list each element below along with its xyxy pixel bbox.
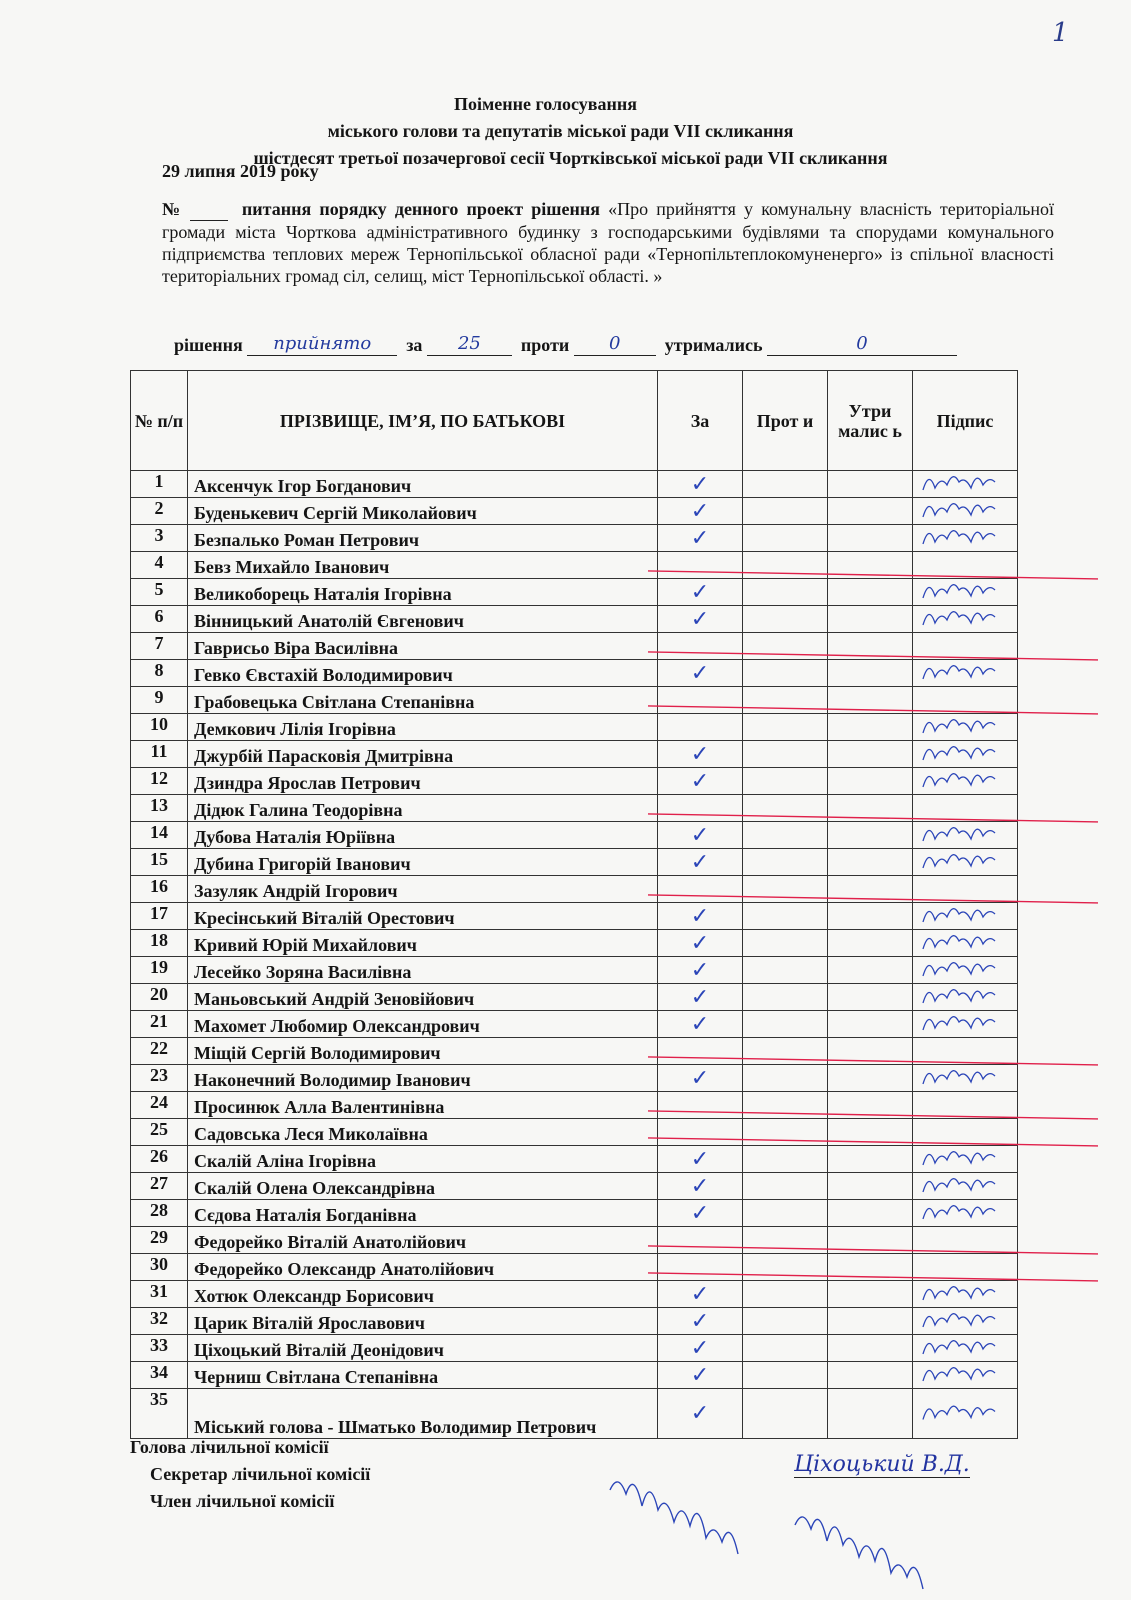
vote-against-cell bbox=[743, 876, 828, 903]
page-number: 1 bbox=[1052, 18, 1069, 48]
row-number: 25 bbox=[131, 1119, 188, 1146]
for-label: за bbox=[406, 335, 423, 355]
deputy-name: Демкович Лілія Ігорівна bbox=[188, 714, 658, 741]
vote-against-cell bbox=[743, 849, 828, 876]
deputy-name: Махомет Любомир Олександрович bbox=[188, 1011, 658, 1038]
signature-cell bbox=[913, 633, 1018, 660]
member-label: Член лічильної комісії bbox=[150, 1491, 335, 1511]
deputy-name: Буденькевич Сергій Миколайович bbox=[188, 498, 658, 525]
vote-against-cell bbox=[743, 822, 828, 849]
deputy-name: Федорейко Віталій Анатолійович bbox=[188, 1227, 658, 1254]
table-row bbox=[131, 984, 1018, 1011]
vote-abstain-cell bbox=[828, 849, 913, 876]
vote-for-cell: ✓ bbox=[658, 1065, 743, 1092]
deputy-name: Джурбій Парасковія Дмитрівна bbox=[188, 741, 658, 768]
deputy-name: Лесейко Зоряна Василівна bbox=[188, 957, 658, 984]
table-row bbox=[131, 849, 1018, 876]
row-number: 22 bbox=[131, 1038, 188, 1065]
deputy-name: Міщій Сергій Володимирович bbox=[188, 1038, 658, 1065]
row-number: 10 bbox=[131, 714, 188, 741]
deputy-name: Ціхоцький Віталій Деонідович bbox=[188, 1335, 658, 1362]
table-row bbox=[131, 633, 1018, 660]
row-number: 21 bbox=[131, 1011, 188, 1038]
signature-cell bbox=[913, 741, 1018, 768]
question-number-label: № bbox=[162, 199, 184, 219]
vote-abstain-cell bbox=[828, 687, 913, 714]
vote-against-cell bbox=[743, 525, 828, 552]
table-row bbox=[131, 660, 1018, 687]
col-name-header: ПРІЗВИЩЕ, ІМ’Я, ПО БАТЬКОВІ bbox=[188, 371, 658, 471]
row-number: 2 bbox=[131, 498, 188, 525]
table-row bbox=[131, 1200, 1018, 1227]
signature-cell bbox=[913, 714, 1018, 741]
vote-for-cell: ✓ bbox=[658, 1146, 743, 1173]
table-row bbox=[131, 1038, 1018, 1065]
signature-cell bbox=[913, 876, 1018, 903]
vote-abstain-cell bbox=[828, 957, 913, 984]
vote-abstain-cell bbox=[828, 1200, 913, 1227]
vote-table bbox=[130, 370, 1018, 1439]
vote-against-cell bbox=[743, 1281, 828, 1308]
commission-signature bbox=[610, 1482, 738, 1554]
deputy-name: Кривий Юрій Михайлович bbox=[188, 930, 658, 957]
table-row bbox=[131, 768, 1018, 795]
table-row bbox=[131, 498, 1018, 525]
vote-against-cell bbox=[743, 984, 828, 1011]
vote-abstain-cell bbox=[828, 1308, 913, 1335]
decision-label: рішення bbox=[174, 335, 243, 355]
vote-against-cell bbox=[743, 633, 828, 660]
vote-against-cell bbox=[743, 498, 828, 525]
table-row bbox=[131, 714, 1018, 741]
table-row bbox=[131, 1119, 1018, 1146]
deputy-name: Садовська Леся Миколаївна bbox=[188, 1119, 658, 1146]
vote-abstain-cell bbox=[828, 606, 913, 633]
vote-for-cell: ✓ bbox=[658, 1335, 743, 1362]
signature-cell bbox=[913, 768, 1018, 795]
deputy-name: Дідюк Галина Теодорівна bbox=[188, 795, 658, 822]
deputy-name: Дубина Григорій Іванович bbox=[188, 849, 658, 876]
vote-for-cell: ✓ bbox=[658, 1362, 743, 1389]
signature-cell bbox=[913, 1038, 1018, 1065]
row-number: 33 bbox=[131, 1335, 188, 1362]
row-number: 28 bbox=[131, 1200, 188, 1227]
row-number: 9 bbox=[131, 687, 188, 714]
deputy-name: Зазуляк Андрій Ігорович bbox=[188, 876, 658, 903]
vote-against-cell bbox=[743, 606, 828, 633]
vote-against-cell bbox=[743, 471, 828, 498]
vote-abstain-cell bbox=[828, 525, 913, 552]
signature-cell bbox=[913, 822, 1018, 849]
signature-cell bbox=[913, 930, 1018, 957]
vote-for-cell bbox=[658, 1119, 743, 1146]
question-label: питання порядку денного проект рішення bbox=[241, 199, 600, 219]
vote-abstain-cell bbox=[828, 498, 913, 525]
signature-cell bbox=[913, 606, 1018, 633]
col-signature-header: Підпис bbox=[913, 371, 1018, 471]
vote-for-cell: ✓ bbox=[658, 1173, 743, 1200]
vote-for-cell: ✓ bbox=[658, 741, 743, 768]
vote-for-cell bbox=[658, 552, 743, 579]
row-number: 20 bbox=[131, 984, 188, 1011]
vote-abstain-cell bbox=[828, 768, 913, 795]
vote-for-cell: ✓ bbox=[658, 1011, 743, 1038]
vote-for-cell: ✓ bbox=[658, 930, 743, 957]
row-number: 4 bbox=[131, 552, 188, 579]
signature-cell bbox=[913, 1200, 1018, 1227]
table-row bbox=[131, 1389, 1018, 1439]
signature-cell bbox=[913, 849, 1018, 876]
row-number: 11 bbox=[131, 741, 188, 768]
col-number-header: № п/п bbox=[131, 371, 188, 471]
vote-against-cell bbox=[743, 1227, 828, 1254]
vote-abstain-cell bbox=[828, 633, 913, 660]
deputy-name: Бевз Михайло Іванович bbox=[188, 552, 658, 579]
deputy-name: Просинюк Алла Валентинівна bbox=[188, 1092, 658, 1119]
row-number: 6 bbox=[131, 606, 188, 633]
vote-against-cell bbox=[743, 1011, 828, 1038]
col-for-header: За bbox=[658, 371, 743, 471]
vote-against-cell bbox=[743, 1389, 828, 1439]
vote-abstain-cell bbox=[828, 1173, 913, 1200]
table-row bbox=[131, 1308, 1018, 1335]
signature-cell bbox=[913, 498, 1018, 525]
table-row bbox=[131, 930, 1018, 957]
row-number: 7 bbox=[131, 633, 188, 660]
vote-for-cell bbox=[658, 876, 743, 903]
row-number: 5 bbox=[131, 579, 188, 606]
signature-cell bbox=[913, 687, 1018, 714]
vote-against-cell bbox=[743, 1362, 828, 1389]
question-number-blank bbox=[190, 198, 228, 221]
table-row bbox=[131, 741, 1018, 768]
vote-abstain-cell bbox=[828, 795, 913, 822]
vote-against-cell bbox=[743, 552, 828, 579]
vote-against-cell bbox=[743, 957, 828, 984]
vote-for-cell: ✓ bbox=[658, 1308, 743, 1335]
vote-for-cell: ✓ bbox=[658, 660, 743, 687]
vote-abstain-cell bbox=[828, 1011, 913, 1038]
table-row bbox=[131, 1173, 1018, 1200]
signature-cell bbox=[913, 1146, 1018, 1173]
vote-against-cell bbox=[743, 903, 828, 930]
vote-against-cell bbox=[743, 660, 828, 687]
row-number: 14 bbox=[131, 822, 188, 849]
vote-against-cell bbox=[743, 1254, 828, 1281]
vote-against-cell bbox=[743, 687, 828, 714]
table-row bbox=[131, 1065, 1018, 1092]
vote-against-cell bbox=[743, 1146, 828, 1173]
signature-cell bbox=[913, 525, 1018, 552]
decision-line bbox=[174, 333, 957, 356]
commission-signature bbox=[795, 1517, 923, 1589]
signature-cell bbox=[913, 1281, 1018, 1308]
vote-for-cell: ✓ bbox=[658, 1281, 743, 1308]
deputy-name: Міський голова - Шматько Володимир Петрович bbox=[188, 1389, 658, 1439]
signature-cell bbox=[913, 552, 1018, 579]
vote-against-cell bbox=[743, 930, 828, 957]
table-row bbox=[131, 687, 1018, 714]
vote-abstain-cell bbox=[828, 1254, 913, 1281]
vote-abstain-cell bbox=[828, 471, 913, 498]
table-row bbox=[131, 957, 1018, 984]
vote-abstain-cell bbox=[828, 660, 913, 687]
table-header-row bbox=[131, 371, 1018, 471]
vote-abstain-cell bbox=[828, 552, 913, 579]
deputy-name: Хотюк Олександр Борисович bbox=[188, 1281, 658, 1308]
row-number: 29 bbox=[131, 1227, 188, 1254]
against-label: проти bbox=[520, 335, 570, 355]
table-row bbox=[131, 579, 1018, 606]
signature-cell bbox=[913, 1362, 1018, 1389]
deputy-name: Вінницький Анатолій Євгенович bbox=[188, 606, 658, 633]
vote-abstain-cell bbox=[828, 1227, 913, 1254]
vote-for-cell: ✓ bbox=[658, 768, 743, 795]
table-row bbox=[131, 1227, 1018, 1254]
deputy-name: Гаврисьо Віра Василівна bbox=[188, 633, 658, 660]
row-number: 12 bbox=[131, 768, 188, 795]
table-row bbox=[131, 1011, 1018, 1038]
deputy-name: Дзиндра Ярослав Петрович bbox=[188, 768, 658, 795]
vote-abstain-cell bbox=[828, 984, 913, 1011]
vote-abstain-cell bbox=[828, 1092, 913, 1119]
signature-cell bbox=[913, 1308, 1018, 1335]
table-row bbox=[131, 903, 1018, 930]
table-row bbox=[131, 1092, 1018, 1119]
col-abstain-header: Утри малис ь bbox=[828, 371, 913, 471]
vote-against-cell bbox=[743, 1308, 828, 1335]
vote-for-cell: ✓ bbox=[658, 606, 743, 633]
secretary-name-handwritten: Ціхоцький В.Д. bbox=[794, 1452, 970, 1477]
row-number: 26 bbox=[131, 1146, 188, 1173]
vote-abstain-cell bbox=[828, 1038, 913, 1065]
vote-for-cell: ✓ bbox=[658, 957, 743, 984]
signature-cell bbox=[913, 1389, 1018, 1439]
vote-for-cell: ✓ bbox=[658, 849, 743, 876]
row-number: 34 bbox=[131, 1362, 188, 1389]
deputy-name: Дубова Наталія Юріївна bbox=[188, 822, 658, 849]
table-row bbox=[131, 1335, 1018, 1362]
deputy-name: Скалій Аліна Ігорівна bbox=[188, 1146, 658, 1173]
deputy-name: Наконечний Володимир Іванович bbox=[188, 1065, 658, 1092]
vote-against-cell bbox=[743, 1200, 828, 1227]
deputy-name: Федорейко Олександр Анатолійович bbox=[188, 1254, 658, 1281]
vote-abstain-cell bbox=[828, 714, 913, 741]
vote-against-cell bbox=[743, 1173, 828, 1200]
vote-against-cell bbox=[743, 795, 828, 822]
agenda-question bbox=[162, 198, 1054, 287]
document-title: Поіменне голосування bbox=[453, 94, 638, 114]
table-row bbox=[131, 1254, 1018, 1281]
table-row bbox=[131, 1146, 1018, 1173]
abstain-count: 0 bbox=[767, 333, 957, 356]
signature-cell bbox=[913, 471, 1018, 498]
col-against-header: Прот и bbox=[743, 371, 828, 471]
vote-for-cell: ✓ bbox=[658, 903, 743, 930]
vote-for-cell bbox=[658, 714, 743, 741]
vote-for-cell bbox=[658, 687, 743, 714]
row-number: 15 bbox=[131, 849, 188, 876]
deputy-name: Кресінський Віталій Орестович bbox=[188, 903, 658, 930]
vote-abstain-cell bbox=[828, 741, 913, 768]
row-number: 31 bbox=[131, 1281, 188, 1308]
signature-cell bbox=[913, 1254, 1018, 1281]
vote-against-cell bbox=[743, 741, 828, 768]
row-number: 1 bbox=[131, 471, 188, 498]
signature-cell bbox=[913, 1119, 1018, 1146]
signature-cell bbox=[913, 1092, 1018, 1119]
row-number: 19 bbox=[131, 957, 188, 984]
vote-abstain-cell bbox=[828, 822, 913, 849]
deputy-name: Маньовський Андрій Зеновійович bbox=[188, 984, 658, 1011]
abstain-label: утримались bbox=[664, 335, 763, 355]
document-subtitle: міського голови та депутатів міської ради VII скликання bbox=[327, 121, 794, 141]
vote-against-cell bbox=[743, 579, 828, 606]
for-count: 25 bbox=[427, 333, 512, 356]
row-number: 32 bbox=[131, 1308, 188, 1335]
vote-abstain-cell bbox=[828, 1335, 913, 1362]
vote-abstain-cell bbox=[828, 930, 913, 957]
vote-for-cell bbox=[658, 633, 743, 660]
chair-label: Голова лічильної комісії bbox=[130, 1437, 329, 1457]
deputy-name: Царик Віталій Ярославович bbox=[188, 1308, 658, 1335]
vote-abstain-cell bbox=[828, 1146, 913, 1173]
deputy-name: Черниш Світлана Степанівна bbox=[188, 1362, 658, 1389]
row-number: 18 bbox=[131, 930, 188, 957]
signature-cell bbox=[913, 795, 1018, 822]
signature-cell bbox=[913, 1011, 1018, 1038]
vote-for-cell bbox=[658, 1254, 743, 1281]
deputy-name: Великоборець Наталія Ігорівна bbox=[188, 579, 658, 606]
deputy-name: Сєдова Наталія Богданівна bbox=[188, 1200, 658, 1227]
row-number: 16 bbox=[131, 876, 188, 903]
vote-abstain-cell bbox=[828, 579, 913, 606]
session-date: 29 липня 2019 року bbox=[162, 161, 319, 181]
row-number: 3 bbox=[131, 525, 188, 552]
vote-abstain-cell bbox=[828, 1119, 913, 1146]
row-number: 24 bbox=[131, 1092, 188, 1119]
signature-cell bbox=[913, 957, 1018, 984]
vote-for-cell: ✓ bbox=[658, 579, 743, 606]
vote-for-cell: ✓ bbox=[658, 1389, 743, 1439]
row-number: 17 bbox=[131, 903, 188, 930]
vote-abstain-cell bbox=[828, 1389, 913, 1439]
vote-against-cell bbox=[743, 1065, 828, 1092]
table-row bbox=[131, 471, 1018, 498]
table-row bbox=[131, 552, 1018, 579]
signature-cell bbox=[913, 579, 1018, 606]
row-number: 13 bbox=[131, 795, 188, 822]
deputy-name: Безпалько Роман Петрович bbox=[188, 525, 658, 552]
signature-cell bbox=[913, 984, 1018, 1011]
deputy-name: Грабовецька Світлана Степанівна bbox=[188, 687, 658, 714]
secretary-label: Секретар лічильної комісії bbox=[150, 1464, 371, 1484]
vote-against-cell bbox=[743, 768, 828, 795]
signature-cell bbox=[913, 1227, 1018, 1254]
vote-against-cell bbox=[743, 1038, 828, 1065]
vote-against-cell bbox=[743, 1119, 828, 1146]
deputy-name: Гевко Євстахій Володимирович bbox=[188, 660, 658, 687]
row-number: 8 bbox=[131, 660, 188, 687]
vote-for-cell: ✓ bbox=[658, 1200, 743, 1227]
vote-for-cell: ✓ bbox=[658, 498, 743, 525]
session-title: шістдесят третьої позачергової сесії Чортківської міської ради VII скликання bbox=[253, 148, 888, 168]
table-row bbox=[131, 1362, 1018, 1389]
vote-for-cell: ✓ bbox=[658, 822, 743, 849]
signature-cell bbox=[913, 1065, 1018, 1092]
vote-abstain-cell bbox=[828, 876, 913, 903]
vote-against-cell bbox=[743, 714, 828, 741]
row-number: 27 bbox=[131, 1173, 188, 1200]
vote-abstain-cell bbox=[828, 1281, 913, 1308]
vote-for-cell bbox=[658, 1227, 743, 1254]
vote-for-cell: ✓ bbox=[658, 525, 743, 552]
table-row bbox=[131, 822, 1018, 849]
table-row bbox=[131, 1281, 1018, 1308]
vote-abstain-cell bbox=[828, 903, 913, 930]
vote-for-cell bbox=[658, 1038, 743, 1065]
table-row bbox=[131, 795, 1018, 822]
row-number: 30 bbox=[131, 1254, 188, 1281]
signature-cell bbox=[913, 1173, 1018, 1200]
vote-abstain-cell bbox=[828, 1362, 913, 1389]
table-row bbox=[131, 876, 1018, 903]
vote-against-cell bbox=[743, 1335, 828, 1362]
row-number: 35 bbox=[131, 1389, 188, 1439]
vote-for-cell: ✓ bbox=[658, 984, 743, 1011]
row-number: 23 bbox=[131, 1065, 188, 1092]
signature-cell bbox=[913, 1335, 1018, 1362]
decision-value: прийнято bbox=[247, 333, 397, 356]
vote-against-cell bbox=[743, 1092, 828, 1119]
signature-cell bbox=[913, 903, 1018, 930]
deputy-name: Скалій Олена Олександрівна bbox=[188, 1173, 658, 1200]
deputy-name: Аксенчук Ігор Богданович bbox=[188, 471, 658, 498]
vote-for-cell bbox=[658, 1092, 743, 1119]
vote-abstain-cell bbox=[828, 1065, 913, 1092]
vote-for-cell: ✓ bbox=[658, 471, 743, 498]
against-count: 0 bbox=[574, 333, 656, 356]
table-row bbox=[131, 525, 1018, 552]
vote-for-cell bbox=[658, 795, 743, 822]
table-row bbox=[131, 606, 1018, 633]
signature-cell bbox=[913, 660, 1018, 687]
question-text: «Про прийняття у комунальну власність територіальної громади міста Чорткова адміністративного будинку з господарськими будівлями та спорудами комунального підприємства теплових мереж Тернопільської обласної ради «Тернопільтеплокомуненерго» із спільної власності територіальних громад сіл, селищ, міст Тернопільської області. » bbox=[162, 199, 1054, 286]
